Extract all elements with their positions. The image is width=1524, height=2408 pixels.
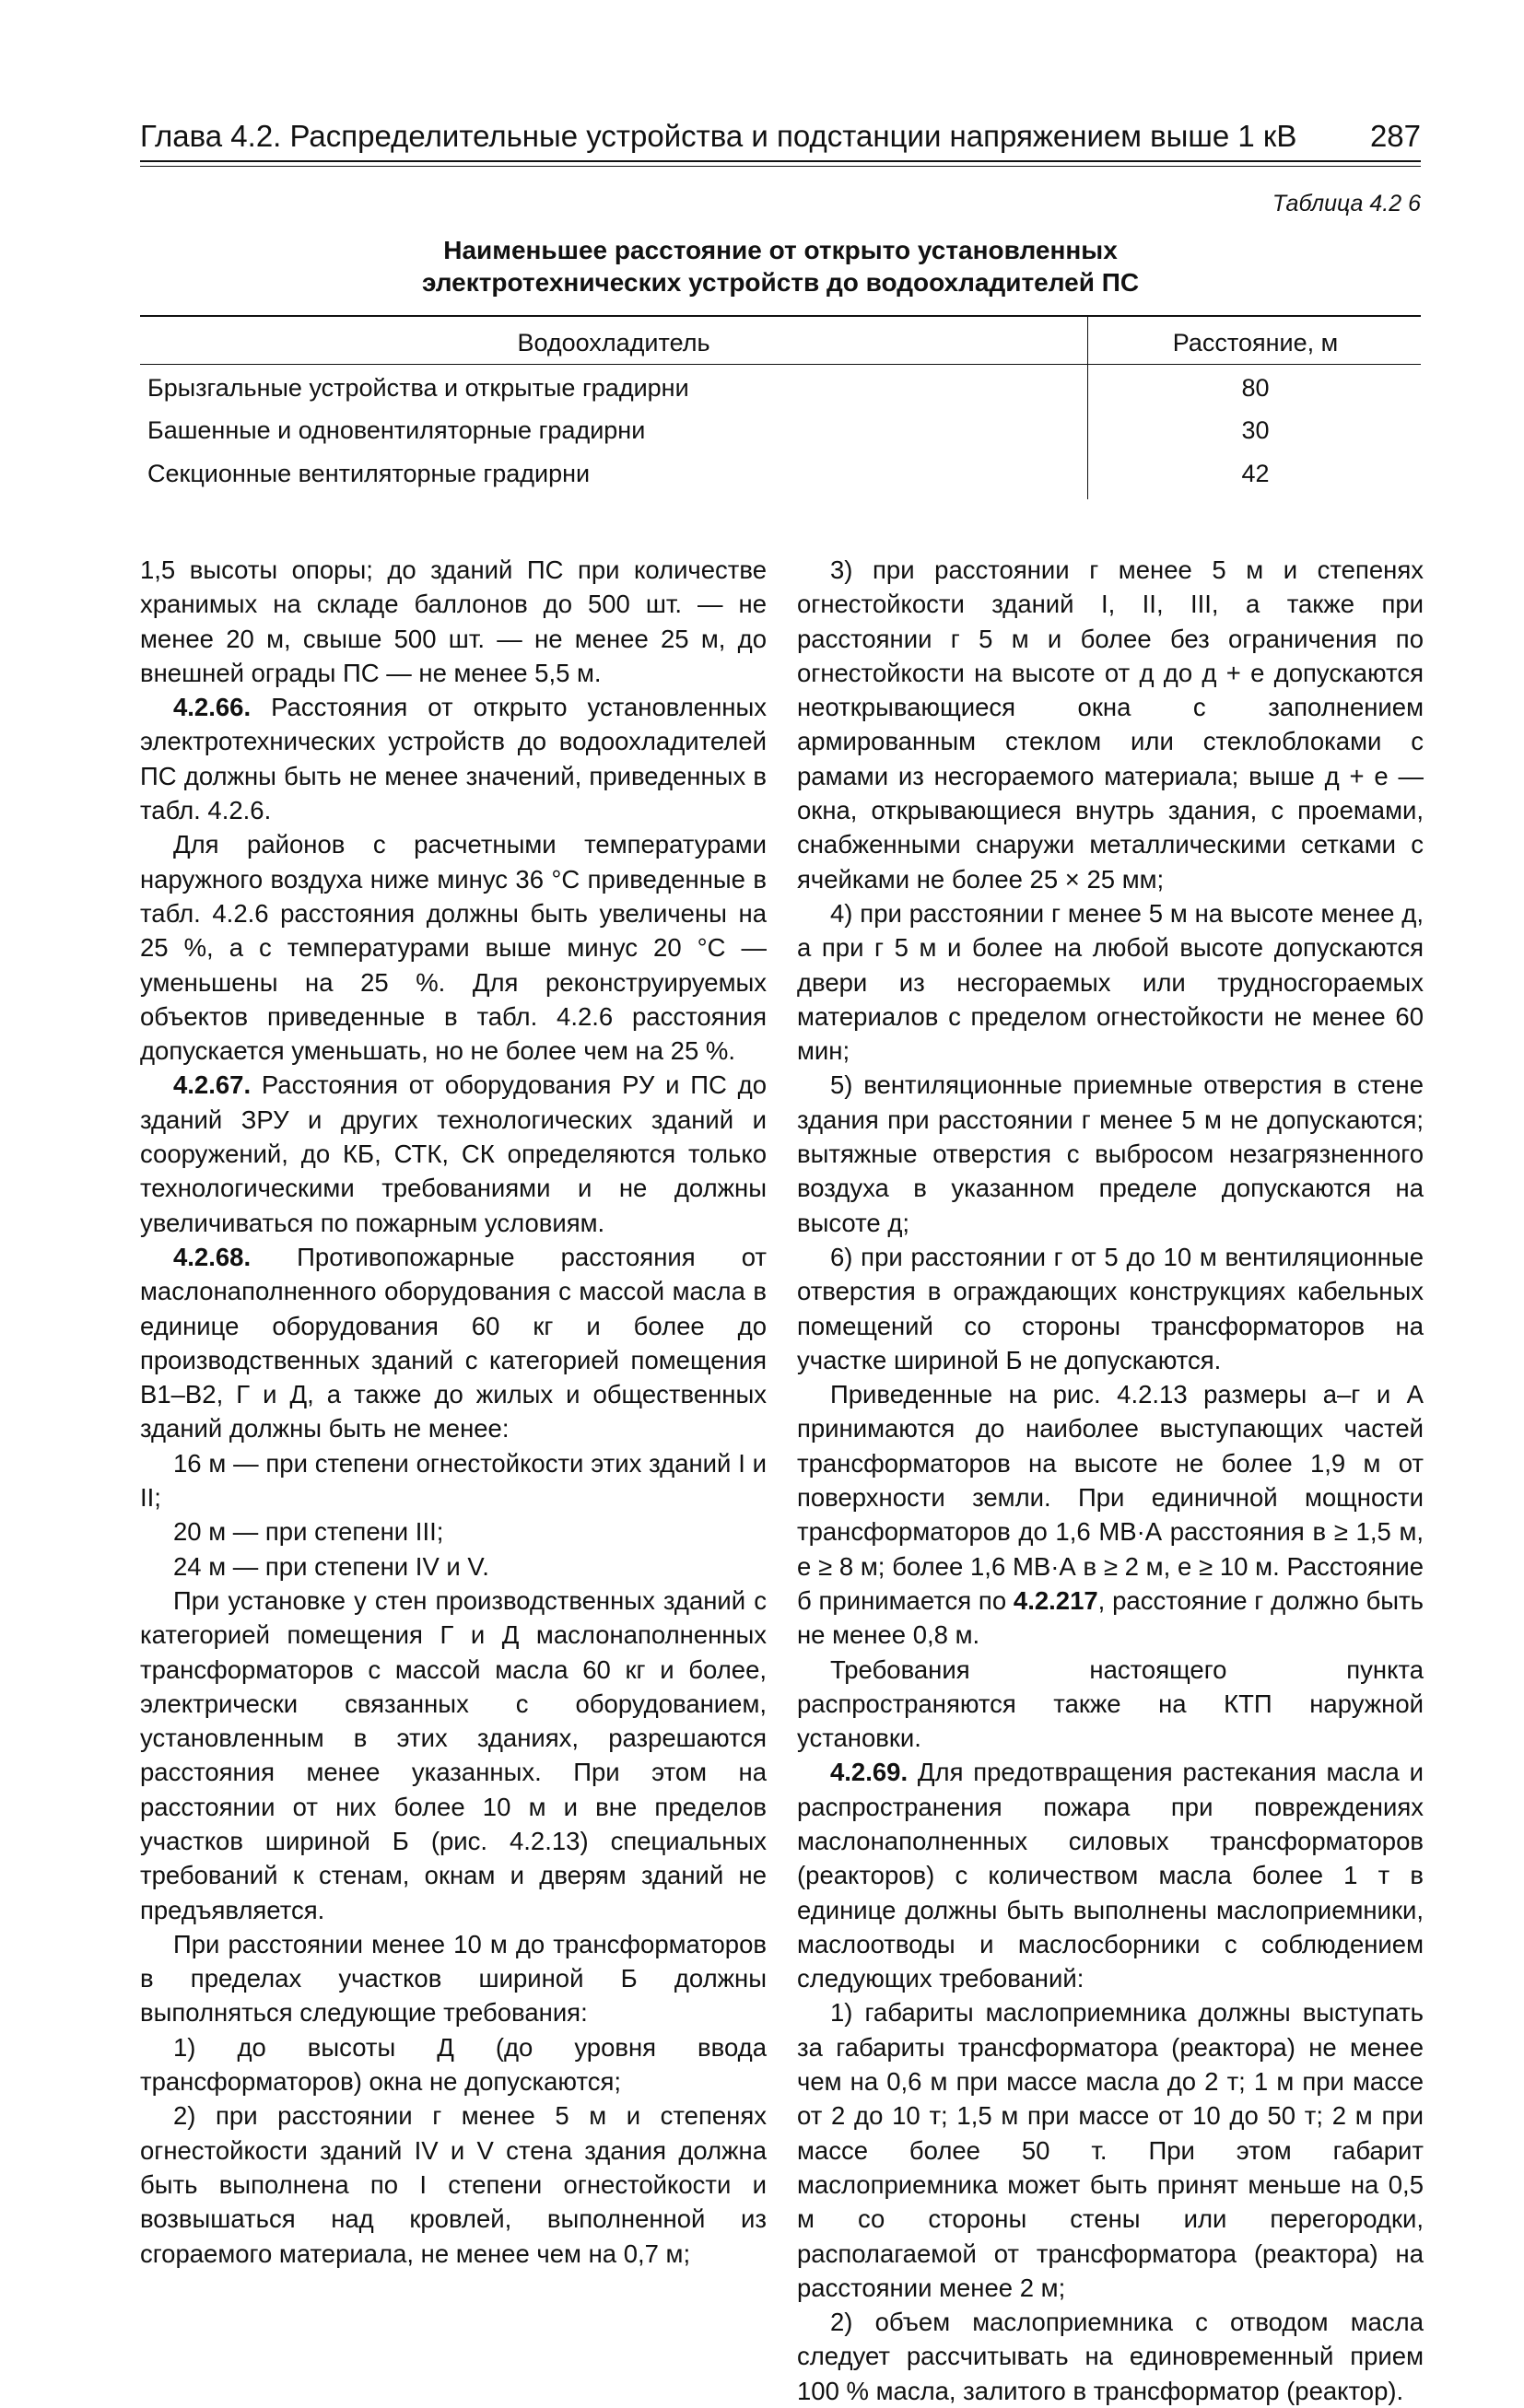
clause-number: 4.2.66. — [173, 693, 252, 722]
paragraph-text: , расстояние г должно быть не менее 0,8 м. — [797, 1585, 1424, 1650]
paragraph: 24 м — при степени IV и V. — [173, 1551, 489, 1581]
paragraph: 1,5 высоты опоры; до зданий ПС при количестве хранимых на складе баллонов до 500 шт. — не менее 20 м, свыше 500 шт. — не менее 25 м, до внешней ограды ПС — не менее 5,5 м. — [140, 555, 767, 687]
table-top-rule — [140, 315, 1421, 317]
right-column — [797, 553, 1424, 2408]
table-caption-line: электротехнических устройств до водоохладителей ПС — [421, 268, 1140, 297]
paragraph — [140, 690, 767, 827]
table-caption-line: Наименьшее расстояние от открыто установленных — [443, 236, 1118, 264]
page-number: 287 — [1369, 119, 1421, 153]
paragraph: Для районов с расчетными температурами наружного воздуха ниже минус 36 °С приведенные в табл. 4.2.6 расстояния должны быть увеличены на 25 %, а с температурами выше минус 20 °С — уменьшены на 25 %. Для реконструируемых объектов приведенные в табл. 4.2.6 расстояния допускается уменьшать, но не более чем на 25 %. — [140, 830, 767, 1066]
paragraph: 4) при расстоянии г менее 5 м на высоте менее д, а при г 5 м и более на любой высоте допускаются двери из несгораемых или трудносгораемых материалов с пределом огнестойкости не менее 60 мин; — [797, 898, 1424, 1066]
table-number: Таблица 4.2 6 — [1272, 191, 1421, 216]
paragraph — [140, 1240, 767, 1446]
paragraph: 2) объем маслоприемника с отводом масла следует рассчитывать на единовременный прием 100 % масла, залитого в трансформатор (реактор). — [797, 2308, 1424, 2405]
paragraph: При установке у стен производственных зданий с категорией помещения Г и Д маслонаполненных трансформаторов с массой масла 60 кг и более, электрически связанных с оборудованием, установленным в этих зданиях, разрешаются расстояния менее указанных. При этом на расстоянии от них более 10 м и вне пределов участков шириной Б (рис. 4.2.13) специальных требований к стенам, окнам и дверям зданий не предъявляется. — [140, 1585, 767, 1924]
paragraph: 6) при расстоянии г от 5 до 10 м вентиляционные отверстия в ограждающих конструкциях кабельных помещений со стороны трансформаторов на участке шириной Б не допускаются. — [797, 1242, 1424, 1374]
clause-number: 4.2.67. — [173, 1070, 252, 1100]
chapter-title: Глава 4.2. Распределительные устройства и подстанции напряжением выше 1 кВ — [140, 119, 1297, 153]
table-row-name: Брызгальные устройства и открытые градирни — [147, 374, 689, 402]
paragraph: 16 м — при степени огнестойкости этих зданий I и II; — [140, 1448, 767, 1513]
table-row-value: 30 — [1241, 416, 1270, 444]
paragraph: 20 м — при степени III; — [173, 1517, 444, 1547]
table-column-divider — [1087, 315, 1088, 499]
clause-text: Расстояния от оборудования РУ и ПС до зданий ЗРУ и других технологических зданий и сооружений, до КБ, СТК, СК определяются только технологическими требованиями и не должны увеличиваться по пожарным условиям. — [140, 1070, 767, 1237]
left-column — [140, 553, 767, 2271]
paragraph: 1) до высоты Д (до уровня ввода трансформаторов) окна не допускаются; — [140, 2032, 767, 2097]
paragraph-text: Приведенные на рис. 4.2.13 размеры а–г и А принимаются до наиболее выступающих частей трансформаторов на высоте не более 1,9 м от поверхности земли. При единичной мощности трансформаторов до 1,6 МВ·А расстояния в ≥ 1,5 м, е ≥ 8 м; более 1,6 МВ·А в ≥ 2 м, е ≥ 10 м. Расстояние б принимается по — [797, 1380, 1424, 1615]
table-header-rule — [140, 364, 1421, 365]
paragraph: 1) габариты маслоприемника должны выступать за габариты трансформатора (реактора) не менее чем на 0,6 м при массе масла до 2 т; 1 м при массе от 2 до 10 т; 1,5 м при массе от 10 до 50 т; 2 м при массе более 50 т. При этом габарит маслоприемника может быть принят меньше на 0,5 м со стороны стены или перегородки, располагаемой от трансформатора (реактора) на расстоянии менее 2 м; — [797, 1998, 1424, 2302]
paragraph — [797, 1755, 1424, 1995]
paragraph — [140, 1068, 767, 1239]
header-rule-thin — [140, 166, 1421, 167]
header-rule — [140, 160, 1421, 162]
paragraph: 2) при расстоянии г менее 5 м и степенях огнестойкости зданий IV и V стена здания должна быть выполнена по I степени огнестойкости и возвышаться над кровлей, выполненной из сгораемого материала, не менее чем на 0,7 м; — [140, 2101, 767, 2268]
clause-text: Противопожарные расстояния от маслонаполненного оборудования с массой масла в единице оборудования 60 кг и более до производственных зданий с категорией помещения В1–В2, Г и Д, а также до жилых и общественных зданий должны быть не менее: — [140, 1242, 767, 1444]
table-header-cooler: Водоохладитель — [517, 329, 710, 357]
paragraph: Требования настоящего пункта распространяются также на КТП наружной установки. — [797, 1654, 1424, 1753]
table-row-value: 80 — [1241, 374, 1270, 402]
table-row-name: Башенные и одновентиляторные градирни — [147, 416, 646, 444]
clause-text: Для предотвращения растекания масла и распространения пожара при повреждениях маслонаполненных силовых трансформаторов (реакторов) с количеством масла более 1 т в единице должны быть выполнены маслоприемники, маслоотводы и маслосборники с соблюдением следующих требований: — [797, 1758, 1424, 1993]
table-row-value: 42 — [1241, 460, 1270, 487]
running-header — [140, 112, 1421, 160]
clause-number: 4.2.69. — [830, 1758, 909, 1787]
clause-text: Расстояния от открыто установленных электротехнических устройств до водоохладителей ПС должны быть не менее значений, приведенных в табл. 4.2.6. — [140, 693, 767, 825]
clause-reference: 4.2.217 — [1013, 1585, 1098, 1615]
paragraph: При расстоянии менее 10 м до трансформаторов в пределах участков шириной Б должны выполняться следующие требования: — [140, 1929, 767, 2028]
table-caption — [140, 234, 1421, 298]
table-row-name: Секционные вентиляторные градирни — [147, 460, 591, 487]
table-header-distance: Расстояние, м — [1172, 329, 1339, 357]
paragraph: 5) вентиляционные приемные отверстия в стене здания при расстоянии г менее 5 м не допускаются; вытяжные отверстия с выбросом незагрязненного воздуха в указанном пределе допускаются на высоте д; — [797, 1070, 1424, 1237]
paragraph — [797, 1377, 1424, 1652]
clause-number: 4.2.68. — [173, 1242, 252, 1271]
paragraph: 3) при расстоянии г менее 5 м и степенях огнестойкости зданий I, II, III, а также при расстоянии г 5 м и более без ограничения по огнестойкости на высоте от д до д + е допускаются неоткрывающиеся окна с заполнением армированным стеклом или стеклоблоками с рамами из несгораемого материала; выше д + е — окна, открывающиеся внутрь здания, с проемами, снабженными снаружи металлическими сетками с ячейками не более 25 × 25 мм; — [797, 555, 1424, 894]
